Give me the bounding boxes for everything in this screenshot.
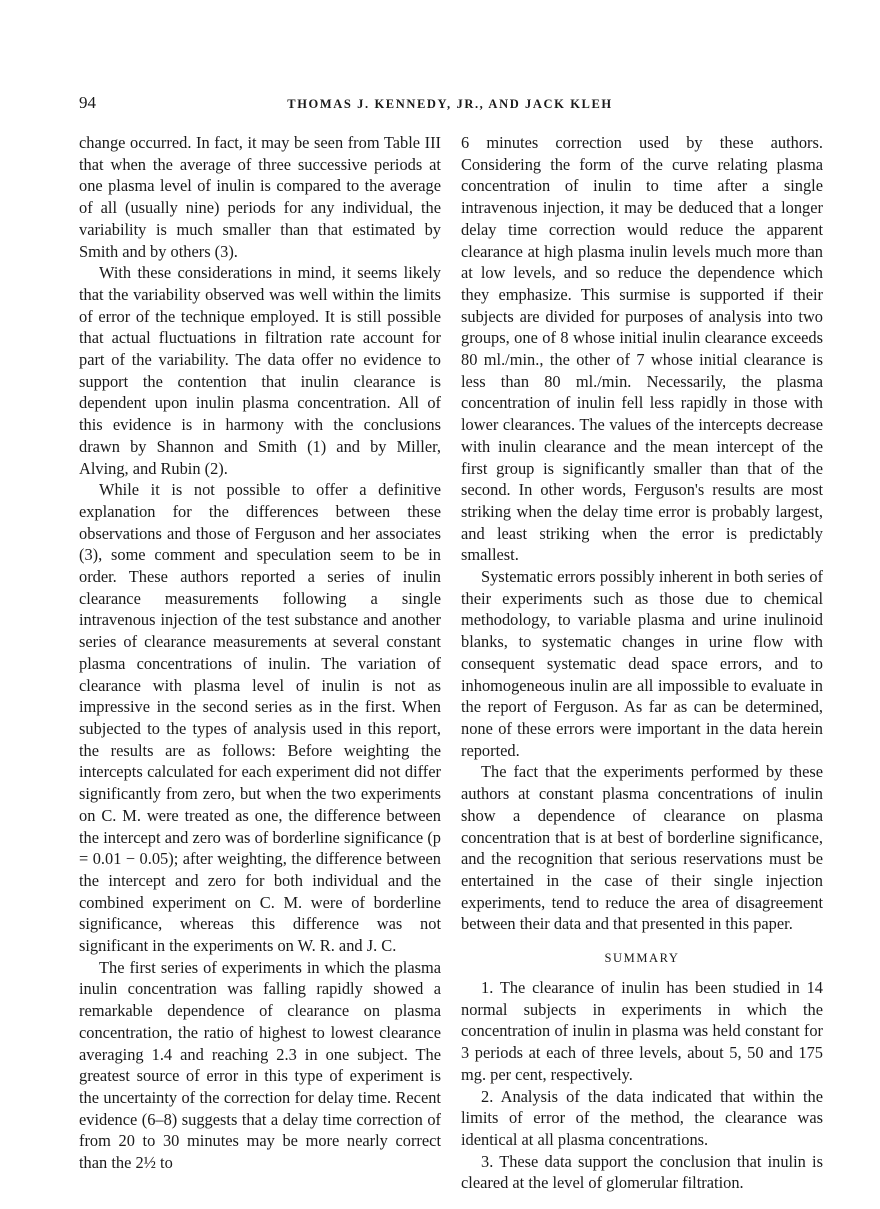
summary-item: 2. Analysis of the data indicated that within the limits of error of the method, the clearance was identical at all plasma concentrations.: [461, 1086, 823, 1149]
paragraph: Systematic errors possibly inherent in both series of their experiments such as those due to chemical methodology, to variable plasma and urine inulinoid blanks, to systematic changes in urine flow with consequent systematic dead space errors, and to inhomogeneous inulin are all impossible to evaluate in the report of Ferguson. As far as can be determined, none of these errors were important in the data herein reported.: [461, 567, 823, 760]
page-header: [79, 92, 821, 116]
paragraph: The fact that the experiments performed by these authors at constant plasma concentrations of inulin show a dependence of clearance on plasma concentration that is at best of borderline significance, and the recognition that serious reservations must be entertained in the case of their single injection experiments, tend to reduce the area of disagreement between their data and that presented in this paper.: [461, 762, 823, 934]
right-column: [461, 132, 823, 1194]
paragraph: While it is not possible to offer a definitive explanation for the differences between these observations and those of Ferguson and her associates (3), some comment and speculation seem to be in order. These authors reported a series of inulin clearance measurements following a single intravenous injection of the test substance and another series of clearance measurements at several constant plasma concentrations of inulin. The variation of clearance with plasma level of inulin is not as impressive in the second series as in the first. When subjected to the types of analysis used in this report, the results are as follows: Before weighting the intercepts calculated for each experiment did not differ significantly from zero, but when the two experiments on C. M. were treated as one, the difference between the intercept and zero was of borderline significance (p = 0.01 − 0.05); after weighting, the difference between the intercept and zero for both individual and the combined experiment on C. M. were of borderline significance, whereas this difference was not significant in the experiments on W. R. and J. C.: [79, 480, 441, 956]
paragraph: 6 minutes correction used by these authors. Considering the form of the curve relating plasma concentration of inulin to time after a single intravenous injection, it may be deduced that a longer delay time correction would reduce the apparent clearance at high plasma inulin levels much more than at low levels, and so reduce the dependence which they emphasize. This surmise is supported if their subjects are divided for purposes of analysis into two groups, one of 8 whose initial inulin clearance exceeds 80 ml./min., the other of 7 whose initial clearance is less than 80 ml./min. Necessarily, the plasma concentration of inulin fell less rapidly in those with lower clearances. The values of the intercepts decrease with inulin clearance and the mean intercept of the first group is significantly smaller than that of the second. In other words, Ferguson's results are most striking when the delay time error is probably largest, and least striking when the error is predictably smallest.: [461, 133, 823, 565]
paragraph: The first series of experiments in which the plasma inulin concentration was falling rapidly showed a remarkable dependence of clearance on plasma concentration, the ratio of highest to lowest clearance averaging 1.4 and reaching 2.3 in one subject. The greatest source of error in this type of experiment is the uncertainty of the correction for delay time. Recent evidence (6–8) suggests that a delay time correction of from 20 to 30 minutes may be more nearly correct than the 2½ to: [79, 957, 441, 1173]
summary-item: 1. The clearance of inulin has been studied in 14 normal subjects in experiments in which the concentration of inulin in plasma was held constant for 3 periods at each of three levels, about 5, 50 and 175 mg. per cent, respectively.: [461, 978, 823, 1084]
summary-item: 3. These data support the conclusion that inulin is cleared at the level of glomerular filtration.: [461, 1151, 823, 1193]
summary-heading: SUMMARY: [604, 951, 680, 966]
paragraph: change occurred. In fact, it may be seen from Table III that when the average of three successive periods at one plasma level of inulin is compared to the average of all (usually nine) periods for any individual, the variability is much smaller than that estimated by Smith and by others (3).: [79, 133, 441, 261]
left-column: [79, 132, 441, 1174]
page-number: 94: [79, 93, 96, 112]
paragraph: With these considerations in mind, it seems likely that the variability observed was well within the limits of error of the technique employed. It is still possible that actual fluctuations in filtration rate account for part of the variability. The data offer no evidence to support the contention that inulin clearance is dependent upon inulin plasma concentration. All of this evidence is in harmony with the conclusions drawn by Shannon and Smith (1) and by Miller, Alving, and Rubin (2).: [79, 263, 441, 478]
running-head: THOMAS J. KENNEDY, JR., AND JACK KLEH: [287, 97, 613, 111]
